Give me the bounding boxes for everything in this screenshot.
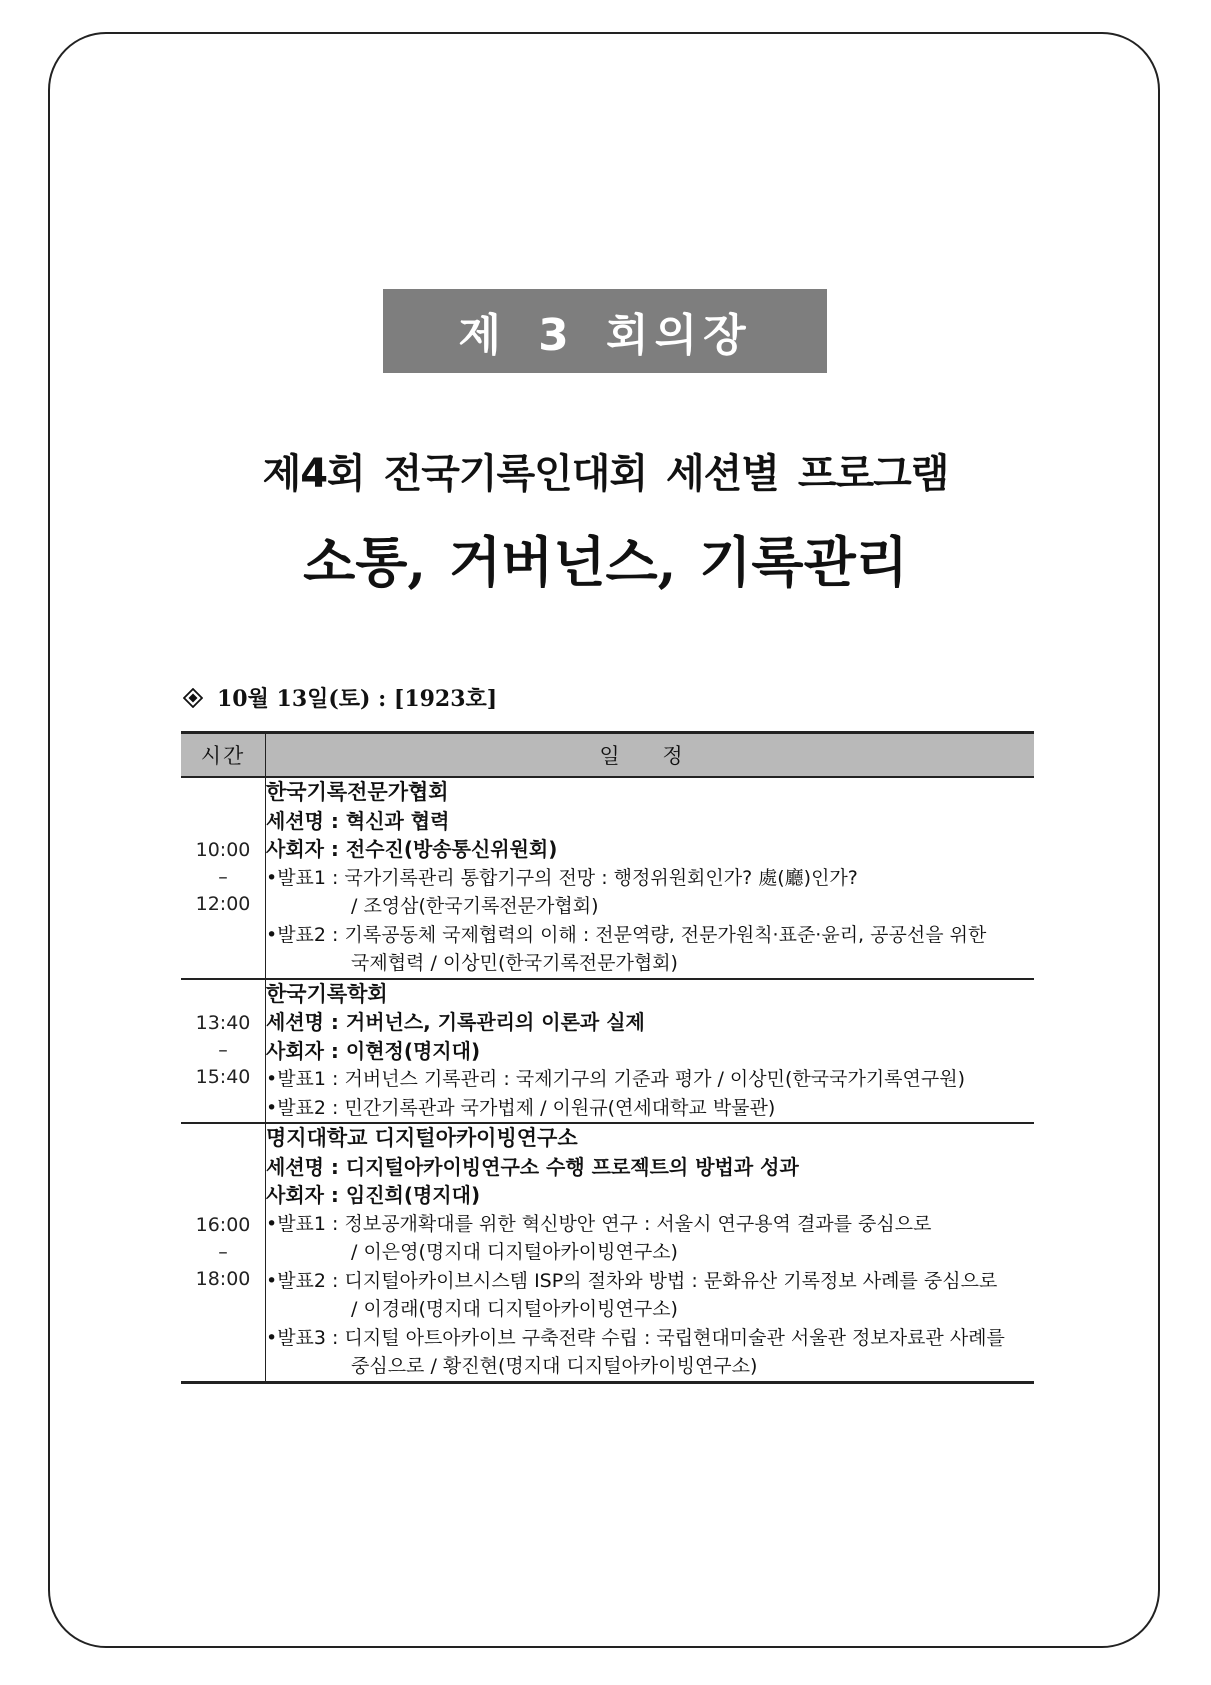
header-time: 시간	[181, 733, 266, 778]
talk-item	[266, 1065, 1034, 1094]
time-separator: –	[218, 1039, 228, 1062]
session-detail	[266, 979, 1035, 1124]
session-org: 한국기록학회	[266, 981, 388, 1006]
talk-line-continued: / 이경래(명지대 디지털아카이빙연구소)	[351, 1298, 678, 1320]
session-moderator: 사회자 : 전수진(방송통신위원회)	[266, 837, 558, 861]
talk-line-continued: / 이은영(명지대 디지털아카이빙연구소)	[351, 1241, 678, 1263]
time-end: 15:40	[195, 1066, 251, 1089]
talk-item	[266, 1094, 1034, 1123]
session-row	[181, 1123, 1034, 1382]
session-name: 세션명 : 혁신과 협력	[266, 808, 450, 833]
talk-line-continued: 국제협력 / 이상민(한국기록전문가협회)	[351, 952, 678, 974]
talk-item	[266, 921, 1034, 978]
time-separator: –	[218, 866, 228, 889]
header-schedule: 일 정	[266, 733, 1035, 778]
session-name: 세션명 : 거버넌스, 기록관리의 이론과 실제	[266, 1010, 645, 1034]
diamond-bullet-icon	[183, 688, 203, 708]
session-detail	[266, 1123, 1035, 1382]
talk-item	[266, 1210, 1034, 1267]
talk-line: •발표2 : 디지털아카이브시스템 ISP의 절차와 방법 : 문화유산 기록정보 사례를 중심으로	[266, 1269, 998, 1292]
main-title: 소통, 거버넌스, 기록관리	[303, 530, 908, 594]
time-start: 16:00	[195, 1213, 251, 1236]
date-text: 10월 13일(토) : [1923호]	[217, 686, 498, 712]
session-row	[181, 979, 1034, 1124]
session-moderator: 사회자 : 임진희(명지대)	[266, 1183, 481, 1207]
session-row	[181, 777, 1034, 979]
date-line	[183, 682, 497, 713]
talk-item	[266, 1267, 1034, 1324]
talk-line: •발표2 : 기록공동체 국제협력의 이해 : 전문역량, 전문가원칙·표준·윤리, 공공선을 위한	[266, 923, 987, 946]
talk-line: •발표1 : 거버넌스 기록관리 : 국제기구의 기준과 평가 / 이상민(한국국가기록연구원)	[266, 1068, 966, 1090]
time-cell	[181, 777, 266, 979]
talk-line: •발표1 : 국가기록관리 통합기구의 전망 : 행정위원회인가? 處(廳)인가?	[266, 866, 858, 889]
talk-line: •발표3 : 디지털 아트아카이브 구축전략 수립 : 국립현대미술관 서울관 정보자료관 사례를	[266, 1326, 1005, 1349]
session-org: 명지대학교 디지털아카이빙연구소	[266, 1126, 578, 1150]
hall-label: 제 3 회의장	[458, 310, 752, 361]
time-end: 18:00	[195, 1267, 251, 1290]
time-cell	[181, 979, 266, 1124]
time-end: 12:00	[195, 893, 251, 916]
table-header-row	[181, 733, 1034, 778]
time-separator: –	[218, 1240, 228, 1263]
talk-line-continued: 중심으로 / 황진현(명지대 디지털아카이빙연구소)	[351, 1355, 758, 1377]
talk-line: •발표1 : 정보공개확대를 위한 혁신방안 연구 : 서울시 연구용역 결과를 중심으로	[266, 1212, 932, 1235]
session-detail	[266, 777, 1035, 979]
talk-line-continued: / 조영삼(한국기록전문가협회)	[351, 895, 599, 917]
schedule-table	[181, 731, 1034, 1384]
hall-banner	[383, 289, 827, 373]
talk-item	[266, 1324, 1034, 1381]
session-org: 한국기록전문가협회	[266, 780, 449, 804]
program-title: 제4회 전국기록인대회 세션별 프로그램	[262, 451, 949, 497]
time-start: 13:40	[195, 1012, 251, 1035]
talk-item	[266, 864, 1034, 921]
session-name: 세션명 : 디지털아카이빙연구소 수행 프로젝트의 방법과 성과	[266, 1154, 799, 1179]
time-start: 10:00	[195, 839, 251, 862]
session-moderator: 사회자 : 이현정(명지대)	[266, 1038, 481, 1063]
time-cell	[181, 1123, 266, 1382]
talk-line: •발표2 : 민간기록관과 국가법제 / 이원규(연세대학교 박물관)	[266, 1096, 776, 1119]
